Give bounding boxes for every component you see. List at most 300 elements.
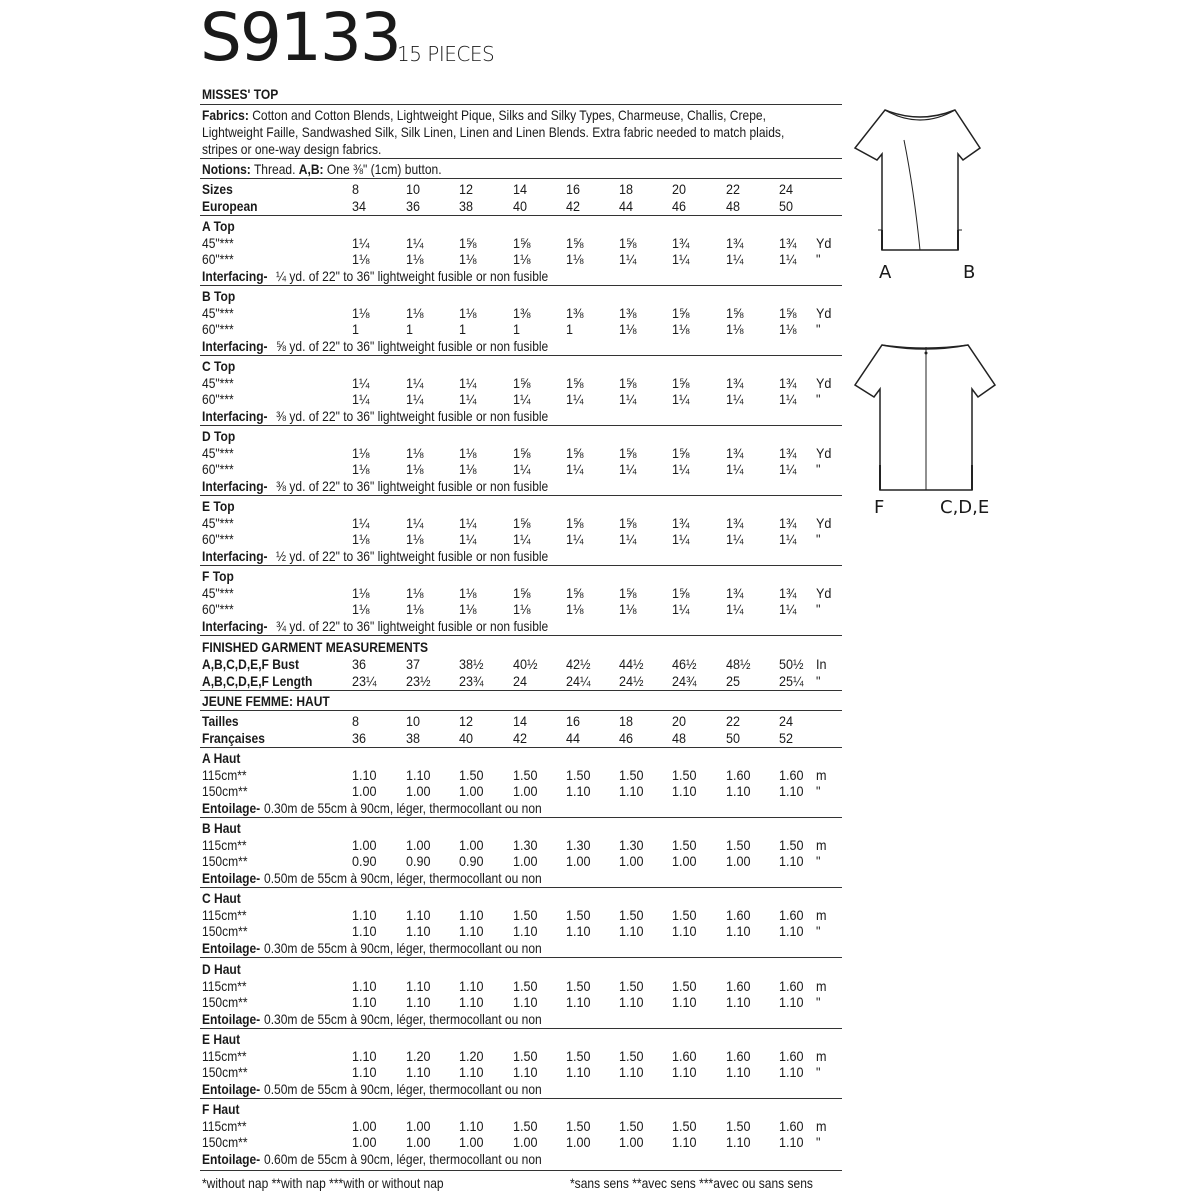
entoilage-text: 0.30m de 55cm à 90cm, léger, thermocollant ou non <box>264 800 542 816</box>
tailles-row-value: 24 <box>779 713 794 729</box>
yardage-45-row-value: 1¾ <box>672 515 690 531</box>
yardage-45-row-unit: Yd <box>816 585 832 601</box>
front-view-illustration <box>850 100 990 260</box>
length-row-value: 24¾ <box>672 673 697 689</box>
yardage-150-row-value: 1.10 <box>779 1134 804 1150</box>
yardage-45-row-value: 1⅝ <box>513 235 531 251</box>
fabrics-line-1: Fabrics: Cotton and Cotton Blends, Lightweight Pique, Silks and Silky Types, Charmeuse, Challis, Crepe, <box>202 107 766 123</box>
yardage-115-row-value: 1.50 <box>566 907 591 923</box>
yardage-150-row-value: 1.10 <box>726 783 751 799</box>
view-title: C Top <box>202 358 236 374</box>
yardage-45-row-value: 1⅛ <box>406 585 424 601</box>
length-row-value: 23½ <box>406 673 431 689</box>
yardage-150-row-value: 1.00 <box>459 1134 484 1150</box>
yardage-150-row-value: 1.10 <box>672 1134 697 1150</box>
francaises-row-value: 36 <box>352 730 367 746</box>
yardage-115-row-label: 115cm** <box>202 978 247 994</box>
interfacing-text: ⅜ yd. of 22" to 36" lightweight fusible or non fusible <box>276 408 549 424</box>
yardage-60-row-label: 60"*** <box>202 391 234 407</box>
yardage-150-row-value: 0.90 <box>459 853 484 869</box>
yardage-150-row-value: 1.10 <box>726 1064 751 1080</box>
yardage-60-row-value: 1¼ <box>779 461 797 477</box>
yardage-150-row-value: 1.10 <box>672 783 697 799</box>
yardage-45-row-value: 1⅛ <box>459 445 477 461</box>
yardage-115-row-value: 1.50 <box>672 907 697 923</box>
yardage-45-row-value: 1¼ <box>352 375 370 391</box>
yardage-150-row-value: 1.10 <box>779 1064 804 1080</box>
back-view-illustration <box>850 335 1000 500</box>
yardage-45-row-value: 1⅝ <box>672 375 690 391</box>
yardage-45-row-value: 1¾ <box>726 445 744 461</box>
yardage-45-row-value: 1⅛ <box>459 305 477 321</box>
yardage-45-row-value: 1⅛ <box>352 445 370 461</box>
yardage-115-row-value: 1.50 <box>619 1048 644 1064</box>
yardage-115-row-value: 1.50 <box>513 767 538 783</box>
yardage-60-row-value: 1⅛ <box>352 531 370 547</box>
yardage-45-row-value: 1¾ <box>779 445 797 461</box>
yardage-45-row-value: 1⅛ <box>459 585 477 601</box>
yardage-150-row-value: 1.10 <box>459 1064 484 1080</box>
yardage-60-row-value: 1¼ <box>779 531 797 547</box>
yardage-60-row-value: 1¼ <box>779 251 797 267</box>
yardage-115-row-value: 1.50 <box>779 837 804 853</box>
yardage-45-row-value: 1⅝ <box>513 375 531 391</box>
yardage-45-row-value: 1⅝ <box>672 445 690 461</box>
yardage-45-row-value: 1⅝ <box>513 585 531 601</box>
yardage-60-row-value: 1⅛ <box>406 461 424 477</box>
yardage-150-row-label: 150cm** <box>202 923 248 939</box>
finished-measurements-heading: FINISHED GARMENT MEASUREMENTS <box>202 639 429 655</box>
yardage-115-row-value: 1.50 <box>619 978 644 994</box>
yardage-150-row-label: 150cm** <box>202 1064 248 1080</box>
yardage-150-row-value: 1.10 <box>672 923 697 939</box>
tailles-row-label: Tailles <box>202 713 239 729</box>
yardage-115-row-value: 1.60 <box>672 1048 697 1064</box>
yardage-150-row-value: 1.10 <box>566 923 591 939</box>
yardage-115-row-value: 1.60 <box>726 907 751 923</box>
yardage-150-row-value: 1.10 <box>566 1064 591 1080</box>
haut-view-title: A Haut <box>202 750 241 766</box>
yardage-60-row-value: 1⅛ <box>459 461 477 477</box>
entoilage-text: 0.30m de 55cm à 90cm, léger, thermocollant ou non <box>264 1011 542 1027</box>
length-row-value: 23¼ <box>352 673 377 689</box>
yardage-115-row-value: 1.10 <box>352 907 377 923</box>
yardage-60-row-value: 1¼ <box>726 601 744 617</box>
yardage-150-row-value: 1.00 <box>566 853 591 869</box>
misses-top-heading: MISSES' TOP <box>202 86 279 102</box>
yardage-150-row-value: 1.10 <box>672 1064 697 1080</box>
tailles-row-value: 14 <box>513 713 528 729</box>
yardage-150-row-value: 1.10 <box>406 923 431 939</box>
yardage-150-row-value: 1.10 <box>513 1064 538 1080</box>
yardage-115-row-value: 1.50 <box>672 1118 697 1134</box>
yardage-45-row-value: 1⅛ <box>352 305 370 321</box>
european-row-value: 44 <box>619 198 634 214</box>
yardage-150-row-value: 1.00 <box>406 1134 431 1150</box>
yardage-60-row-value: 1¼ <box>352 391 370 407</box>
yardage-150-row-value: 1.10 <box>566 783 591 799</box>
european-row-value: 38 <box>459 198 474 214</box>
francaises-row-value: 46 <box>619 730 634 746</box>
length-row-value: 24¼ <box>566 673 591 689</box>
length-row-value: 25¼ <box>779 673 804 689</box>
yardage-115-row-value: 1.50 <box>513 978 538 994</box>
yardage-45-row-value: 1⅝ <box>459 235 477 251</box>
yardage-115-row-value: 1.60 <box>779 907 804 923</box>
bust-row-value: 50½ <box>779 656 804 672</box>
yardage-60-row-value: 1¼ <box>566 531 584 547</box>
yardage-150-row-value: 1.10 <box>406 994 431 1010</box>
tailles-row-value: 16 <box>566 713 581 729</box>
yardage-150-row-value: 1.10 <box>459 994 484 1010</box>
yardage-45-row-value: 1⅝ <box>672 585 690 601</box>
francaises-row-value: 38 <box>406 730 421 746</box>
yardage-45-row-label: 45"*** <box>202 445 234 461</box>
yardage-60-row-value: 1¼ <box>672 601 690 617</box>
yardage-60-row-value: 1¼ <box>459 391 477 407</box>
yardage-115-row-value: 1.10 <box>406 767 431 783</box>
yardage-45-row-unit: Yd <box>816 445 832 461</box>
yardage-60-row-label: 60"*** <box>202 251 234 267</box>
yardage-60-row-value: 1¼ <box>619 461 637 477</box>
yardage-45-row-value: 1¼ <box>459 515 477 531</box>
yardage-115-row-value: 1.10 <box>459 1118 484 1134</box>
yardage-45-row-value: 1⅝ <box>619 515 637 531</box>
yardage-115-row-value: 1.50 <box>619 767 644 783</box>
yardage-60-row-value: 1⅛ <box>406 251 424 267</box>
bust-row-label: A,B,C,D,E,F Bust <box>202 656 299 672</box>
yardage-60-row-value: 1⅛ <box>566 251 584 267</box>
entoilage-text: 0.50m de 55cm à 90cm, léger, thermocollant ou non <box>264 870 542 886</box>
yardage-150-row-value: 1.10 <box>726 994 751 1010</box>
yardage-60-row-unit: " <box>816 461 821 477</box>
entoilage-text: 0.50m de 55cm à 90cm, léger, thermocollant ou non <box>264 1081 542 1097</box>
yardage-45-row-value: 1⅝ <box>779 305 797 321</box>
interfacing-label: Interfacing- <box>202 548 268 564</box>
yardage-115-row-value: 1.60 <box>779 1118 804 1134</box>
view-title: F Top <box>202 568 234 584</box>
haut-view-title: B Haut <box>202 820 241 836</box>
yardage-115-row-value: 1.50 <box>619 1118 644 1134</box>
yardage-115-row-value: 1.20 <box>459 1048 484 1064</box>
yardage-60-row-value: 1¼ <box>779 391 797 407</box>
yardage-60-row-label: 60"*** <box>202 461 234 477</box>
yardage-115-row-value: 1.60 <box>779 1048 804 1064</box>
sizes-row-value: 24 <box>779 181 794 197</box>
entoilage-text: 0.60m de 55cm à 90cm, léger, thermocollant ou non <box>264 1151 542 1167</box>
yardage-60-row-value: 1 <box>406 321 414 337</box>
yardage-45-row-value: 1¼ <box>459 375 477 391</box>
yardage-115-row-value: 1.20 <box>406 1048 431 1064</box>
yardage-60-row-value: 1⅛ <box>619 321 637 337</box>
tailles-row-value: 22 <box>726 713 741 729</box>
yardage-150-row-value: 1.10 <box>352 994 377 1010</box>
yardage-115-row-value: 1.50 <box>459 767 484 783</box>
haut-view-title: E Haut <box>202 1031 241 1047</box>
yardage-150-row-value: 1.10 <box>779 783 804 799</box>
yardage-45-row-unit: Yd <box>816 305 832 321</box>
yardage-45-row-value: 1¾ <box>779 375 797 391</box>
francaises-row-value: 52 <box>779 730 794 746</box>
yardage-60-row-value: 1¼ <box>672 531 690 547</box>
yardage-45-row-value: 1⅝ <box>726 305 744 321</box>
yardage-60-row-value: 1⅛ <box>352 461 370 477</box>
yardage-115-row-unit: m <box>816 1118 827 1134</box>
yardage-45-row-unit: Yd <box>816 235 832 251</box>
length-row-value: 24½ <box>619 673 644 689</box>
yardage-115-row-value: 1.00 <box>406 837 431 853</box>
yardage-150-row-unit: " <box>816 1064 821 1080</box>
yardage-150-row-value: 1.00 <box>619 1134 644 1150</box>
entoilage-text: 0.30m de 55cm à 90cm, léger, thermocollant ou non <box>264 940 542 956</box>
yardage-45-row-value: 1⅝ <box>619 585 637 601</box>
yardage-45-row-label: 45"*** <box>202 515 234 531</box>
view-title: E Top <box>202 498 235 514</box>
yardage-60-row-label: 60"*** <box>202 531 234 547</box>
yardage-115-row-value: 1.10 <box>459 978 484 994</box>
pieces-count: 15 PIECES <box>397 42 495 66</box>
yardage-150-row-label: 150cm** <box>202 1134 248 1150</box>
yardage-115-row-value: 1.60 <box>726 1048 751 1064</box>
entoilage-label: Entoilage- <box>202 1151 261 1167</box>
yardage-45-row-value: 1¼ <box>406 235 424 251</box>
francaises-row-label: Françaises <box>202 730 265 746</box>
view-title: A Top <box>202 218 235 234</box>
yardage-45-row-value: 1¾ <box>726 235 744 251</box>
yardage-45-row-label: 45"*** <box>202 585 234 601</box>
yardage-60-row-value: 1¼ <box>779 601 797 617</box>
yardage-115-row-value: 1.10 <box>352 767 377 783</box>
yardage-115-row-value: 1.50 <box>513 1118 538 1134</box>
yardage-115-row-unit: m <box>816 1048 827 1064</box>
yardage-150-row-value: 1.10 <box>619 923 644 939</box>
yardage-45-row-value: 1⅝ <box>619 235 637 251</box>
yardage-60-row-value: 1¼ <box>619 391 637 407</box>
yardage-115-row-value: 1.10 <box>352 978 377 994</box>
entoilage-label: Entoilage- <box>202 870 261 886</box>
yardage-150-row-value: 1.00 <box>566 1134 591 1150</box>
yardage-115-row-label: 115cm** <box>202 767 247 783</box>
yardage-60-row-value: 1 <box>513 321 521 337</box>
entoilage-label: Entoilage- <box>202 1081 261 1097</box>
interfacing-text: ¼ yd. of 22" to 36" lightweight fusible or non fusible <box>276 268 549 284</box>
yardage-60-row-value: 1 <box>459 321 467 337</box>
yardage-150-row-unit: " <box>816 923 821 939</box>
yardage-150-row-value: 1.10 <box>779 923 804 939</box>
yardage-115-row-value: 1.10 <box>406 907 431 923</box>
yardage-45-row-value: 1¼ <box>352 515 370 531</box>
yardage-60-row-value: 1¼ <box>566 461 584 477</box>
yardage-45-row-value: 1⅜ <box>566 305 584 321</box>
yardage-60-row-label: 60"*** <box>202 601 234 617</box>
figure-label-b: B <box>963 262 976 283</box>
yardage-115-row-value: 1.10 <box>406 978 431 994</box>
yardage-60-row-value: 1⅛ <box>352 601 370 617</box>
yardage-150-row-value: 0.90 <box>406 853 431 869</box>
yardage-60-row-value: 1¼ <box>726 461 744 477</box>
yardage-45-row-label: 45"*** <box>202 375 234 391</box>
yardage-45-row-value: 1⅝ <box>513 445 531 461</box>
footer-nap-french: *sans sens **avec sens ***avec ou sans sens <box>570 1175 813 1191</box>
tailles-row-value: 12 <box>459 713 474 729</box>
yardage-45-row-label: 45"*** <box>202 235 234 251</box>
yardage-45-row-value: 1⅝ <box>513 515 531 531</box>
yardage-45-row-value: 1¾ <box>779 235 797 251</box>
yardage-60-row-value: 1⅛ <box>513 251 531 267</box>
yardage-150-row-label: 150cm** <box>202 853 248 869</box>
sizes-row-value: 10 <box>406 181 421 197</box>
yardage-45-row-value: 1⅝ <box>566 235 584 251</box>
yardage-45-row-value: 1⅝ <box>566 515 584 531</box>
yardage-45-row-value: 1⅝ <box>566 375 584 391</box>
interfacing-label: Interfacing- <box>202 408 268 424</box>
european-row-value: 42 <box>566 198 581 214</box>
interfacing-label: Interfacing- <box>202 338 268 354</box>
yardage-60-row-unit: " <box>816 601 821 617</box>
bust-row-value: 42½ <box>566 656 591 672</box>
pattern-code: S9133 <box>200 0 400 76</box>
yardage-45-row-value: 1¼ <box>406 515 424 531</box>
interfacing-text: ¾ yd. of 22" to 36" lightweight fusible or non fusible <box>276 618 549 634</box>
yardage-45-row-value: 1⅜ <box>513 305 531 321</box>
interfacing-label: Interfacing- <box>202 618 268 634</box>
sizes-row-value: 18 <box>619 181 634 197</box>
yardage-115-row-value: 1.50 <box>513 907 538 923</box>
yardage-45-row-value: 1¾ <box>672 235 690 251</box>
haut-view-title: C Haut <box>202 890 241 906</box>
yardage-150-row-value: 1.00 <box>672 853 697 869</box>
entoilage-label: Entoilage- <box>202 940 261 956</box>
yardage-115-row-label: 115cm** <box>202 1048 247 1064</box>
yardage-60-row-value: 1¼ <box>566 391 584 407</box>
yardage-115-row-value: 1.10 <box>352 1048 377 1064</box>
view-title: B Top <box>202 288 236 304</box>
length-row-unit: " <box>816 673 821 689</box>
yardage-115-row-value: 1.50 <box>672 978 697 994</box>
yardage-45-row-value: 1⅝ <box>566 585 584 601</box>
yardage-115-row-value: 1.00 <box>352 837 377 853</box>
sizes-row-label: Sizes <box>202 181 233 197</box>
yardage-150-row-value: 1.10 <box>406 1064 431 1080</box>
yardage-150-row-unit: " <box>816 783 821 799</box>
tailles-row-value: 10 <box>406 713 421 729</box>
haut-view-title: F Haut <box>202 1101 240 1117</box>
yardage-115-row-label: 115cm** <box>202 1118 247 1134</box>
bust-row-value: 38½ <box>459 656 484 672</box>
yardage-45-row-value: 1⅝ <box>672 305 690 321</box>
tailles-row-value: 8 <box>352 713 360 729</box>
yardage-60-row-value: 1⅛ <box>726 321 744 337</box>
bust-row-value: 44½ <box>619 656 644 672</box>
notions-line: Notions: Thread. A,B: One ⅜" (1cm) button. <box>202 161 442 177</box>
yardage-150-row-value: 1.10 <box>513 923 538 939</box>
yardage-60-row-value: 1¼ <box>513 531 531 547</box>
interfacing-label: Interfacing- <box>202 478 268 494</box>
figure-label-cde: C,D,E <box>940 497 990 518</box>
yardage-60-row-value: 1⅛ <box>459 251 477 267</box>
yardage-45-row-label: 45"*** <box>202 305 234 321</box>
yardage-60-row-label: 60"*** <box>202 321 234 337</box>
francaises-row-value: 42 <box>513 730 528 746</box>
yardage-150-row-value: 1.00 <box>726 853 751 869</box>
yardage-115-row-value: 1.60 <box>779 767 804 783</box>
yardage-60-row-value: 1¼ <box>619 251 637 267</box>
yardage-150-row-value: 1.00 <box>513 1134 538 1150</box>
yardage-115-row-unit: m <box>816 837 827 853</box>
yardage-150-row-value: 1.00 <box>459 783 484 799</box>
yardage-60-row-value: 1⅛ <box>672 321 690 337</box>
yardage-115-row-label: 115cm** <box>202 837 247 853</box>
entoilage-label: Entoilage- <box>202 1011 261 1027</box>
yardage-60-row-value: 1⅛ <box>459 601 477 617</box>
length-row-value: 23¾ <box>459 673 484 689</box>
yardage-150-row-unit: " <box>816 1134 821 1150</box>
yardage-60-row-value: 1⅛ <box>352 251 370 267</box>
yardage-45-row-value: 1⅝ <box>619 445 637 461</box>
yardage-150-row-label: 150cm** <box>202 783 248 799</box>
yardage-115-row-value: 1.60 <box>779 978 804 994</box>
yardage-115-row-unit: m <box>816 978 827 994</box>
yardage-150-row-value: 1.00 <box>513 853 538 869</box>
francaises-row-value: 48 <box>672 730 687 746</box>
yardage-150-row-value: 1.10 <box>726 1134 751 1150</box>
figure-label-a: A <box>879 262 892 283</box>
yardage-150-row-label: 150cm** <box>202 994 248 1010</box>
french-heading: JEUNE FEMME: HAUT <box>202 693 330 709</box>
yardage-45-row-value: 1⅜ <box>619 305 637 321</box>
figure-label-f: F <box>874 497 885 518</box>
yardage-60-row-unit: " <box>816 391 821 407</box>
interfacing-text: ⅝ yd. of 22" to 36" lightweight fusible or non fusible <box>276 338 549 354</box>
bust-row-value: 36 <box>352 656 367 672</box>
yardage-45-row-value: 1¾ <box>779 515 797 531</box>
yardage-150-row-value: 1.10 <box>459 923 484 939</box>
yardage-60-row-value: 1⅛ <box>406 601 424 617</box>
yardage-150-row-value: 1.00 <box>513 783 538 799</box>
yardage-115-row-value: 1.50 <box>513 1048 538 1064</box>
yardage-115-row-value: 1.60 <box>726 767 751 783</box>
yardage-45-row-value: 1⅛ <box>406 305 424 321</box>
yardage-150-row-unit: " <box>816 853 821 869</box>
yardage-60-row-unit: " <box>816 531 821 547</box>
yardage-150-row-value: 1.00 <box>352 783 377 799</box>
yardage-60-row-value: 1¼ <box>459 531 477 547</box>
yardage-115-row-value: 1.50 <box>566 1048 591 1064</box>
yardage-150-row-value: 1.10 <box>566 994 591 1010</box>
yardage-115-row-value: 1.00 <box>459 837 484 853</box>
bust-row-value: 40½ <box>513 656 538 672</box>
bust-row-value: 46½ <box>672 656 697 672</box>
yardage-115-row-value: 1.10 <box>459 907 484 923</box>
european-row-value: 34 <box>352 198 367 214</box>
sizes-row-value: 16 <box>566 181 581 197</box>
length-row-value: 24 <box>513 673 528 689</box>
yardage-150-row-value: 1.10 <box>619 994 644 1010</box>
yardage-115-row-value: 1.30 <box>619 837 644 853</box>
sizes-row-value: 8 <box>352 181 360 197</box>
yardage-150-row-value: 1.10 <box>513 994 538 1010</box>
yardage-60-row-value: 1¼ <box>513 391 531 407</box>
yardage-60-row-value: 1⅛ <box>779 321 797 337</box>
yardage-45-row-unit: Yd <box>816 515 832 531</box>
yardage-45-row-value: 1¼ <box>406 375 424 391</box>
yardage-150-row-value: 0.90 <box>352 853 377 869</box>
yardage-45-row-value: 1¼ <box>352 235 370 251</box>
bust-row-unit: In <box>816 656 827 672</box>
yardage-150-row-value: 1.00 <box>406 783 431 799</box>
sizes-row-value: 20 <box>672 181 687 197</box>
yardage-150-row-value: 1.10 <box>619 1064 644 1080</box>
